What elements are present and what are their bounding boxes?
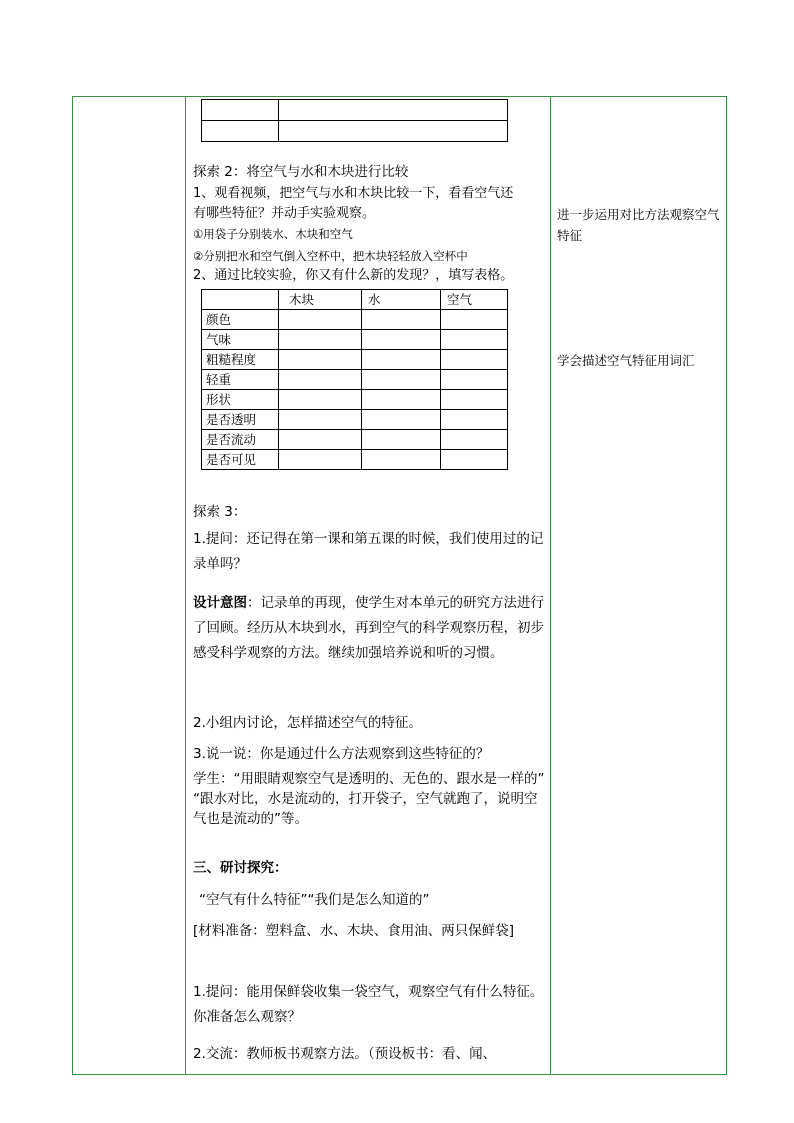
explore3-question2: 2.小组内讨论，怎样描述空气的特征。: [193, 715, 422, 731]
note-vocabulary: 学会描述空气特征用词汇: [557, 353, 695, 368]
header-cell: 水: [362, 290, 441, 310]
explore2-heading: 探索 2：将空气与水和木块进行比较: [193, 164, 409, 180]
row-label: 是否流动: [202, 430, 279, 450]
table-row: [202, 430, 508, 450]
header-cell: [202, 290, 279, 310]
design-intent-text: ：记录单的再现，使学生对本单元的研究方法进行了回顾。经历从木块到水，再到空气的科学观察历程，初步感受科学观察的方法。继续加强培养说和听的习惯。: [193, 595, 544, 661]
table-row: [202, 350, 508, 370]
explore2-item2: 2、通过比较实验，你又有什么新的发现？，填写表格。: [193, 268, 514, 283]
table-row: [202, 450, 508, 470]
notes-cell: [551, 97, 727, 1074]
row-label: 颜色: [202, 310, 279, 330]
table-row: [202, 121, 508, 142]
table-row: [202, 390, 508, 410]
explore2-item1-line2: 有哪些特征？并动手实验观察。: [193, 206, 376, 221]
row-label: 是否可见: [202, 450, 279, 470]
section3-question1: 1.提问：能用保鲜袋收集一袋空气，观察空气有什么特征。你准备怎么观察？: [193, 984, 544, 1025]
main-content-cell: [186, 97, 550, 1074]
table-row: [202, 310, 508, 330]
design-intent: [193, 591, 545, 666]
explore2-step2: ②分别把水和空气倒入空杯中，把木块轻轻放入空杯中: [193, 249, 468, 263]
materials: [材料准备：塑料盒、水、木块、食用油、两只保鲜袋]: [193, 923, 515, 939]
explore2-step1: ①用袋子分别装水、木块和空气: [193, 227, 353, 241]
explore3-heading: 探索 3：: [193, 504, 247, 520]
table-row: [202, 370, 508, 390]
row-label: 形状: [202, 390, 279, 410]
table-row: [202, 410, 508, 430]
table-header-row: [202, 290, 508, 310]
comparison-table: [201, 289, 508, 470]
lesson-plan-table: [72, 96, 727, 1075]
section3-question2: 2.交流：教师板书观察方法。（预设板书：看、闻、: [193, 1046, 497, 1062]
header-cell: 空气: [441, 290, 508, 310]
student-answer: 学生：“用眼睛观察空气是透明的、无色的、跟水是一样的” “跟水对比，水是流动的，打开袋子，空气就跑了，说明空气也是流动的”等。: [193, 771, 545, 827]
row-label: 轻重: [202, 370, 279, 390]
section3-quote: “空气有什么特征”“我们是怎么知道的”: [199, 892, 430, 908]
top-table: [201, 99, 508, 142]
row-label: 气味: [202, 330, 279, 350]
design-intent-label: 设计意图: [193, 595, 247, 611]
note-contrast-method: 进一步运用对比方法观察空气特征: [557, 207, 720, 243]
row-label: 是否透明: [202, 410, 279, 430]
explore3-question3: 3.说一说：你是通过什么方法观察到这些特征的？: [193, 746, 490, 762]
section3-heading: 三、研讨探究：: [193, 860, 288, 876]
explore3-question1: 1.提问：还记得在第一课和第五课的时候，我们使用过的记录单吗？: [193, 531, 544, 572]
row-label: 粗糙程度: [202, 350, 279, 370]
header-cell: 木块: [279, 290, 362, 310]
explore2-item1-line1: 1、观看视频，把空气与水和木块比较一下，看看空气还: [193, 186, 514, 201]
table-row: [202, 330, 508, 350]
table-row: [202, 100, 508, 121]
